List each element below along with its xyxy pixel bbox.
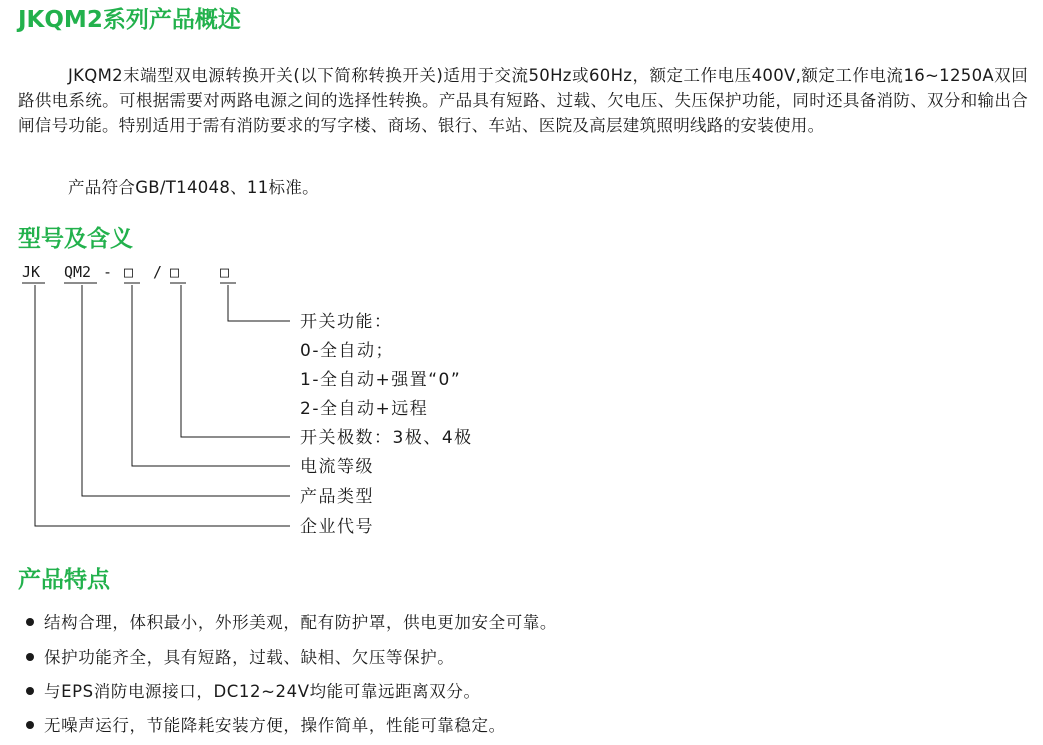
code-current-box: □ [124,263,134,281]
bullet-icon [26,721,34,729]
label-poles: 开关极数：3极、4极 [300,428,473,448]
overview-paragraph: JKQM2末端型双电源转换开关(以下简称转换开关)适用于交流50Hz或60Hz，额定工作电压400V,额定工作电流16~1250A双回路供电系统。可根据需要对两路电源之间的选择性转换。产品具有短路、过载、欠电压、失压保护功能，同时还具备消防、双分和输出合闸信号功能。特别适用于需有消防要求的写字楼、商场、银行、车站、医院及高层建筑照明线路的安装使用。 [18,66,1028,135]
label-company: 企业代号 [300,517,374,537]
feature-item [26,612,557,634]
connector-current [132,285,290,466]
feature-text: 保护功能齐全，具有短路，过载、缺相、欠压等保护。 [44,648,455,667]
connector-function [228,285,290,321]
model-heading: 型号及含义 [18,226,133,252]
label-function-title: 开关功能： [300,312,393,332]
label-function-0: 0-全自动； [300,341,394,361]
code-company: JK [22,263,41,281]
label-function-1: 1-全自动+强置“0” [300,370,462,390]
label-function-2: 2-全自动+远程 [300,399,429,419]
standard-paragraph: 产品符合GB/T14048、11标准。 [68,178,319,197]
overview-heading: JKQM2系列产品概述 [18,7,241,33]
code-function-box: □ [220,263,230,281]
connector-type [82,285,290,496]
feature-text: 无噪声运行，节能降耗安装方便，操作简单，性能可靠稳定。 [44,716,506,735]
feature-text: 结构合理，体积最小，外形美观，配有防护罩，供电更加安全可靠。 [44,613,557,632]
feature-item [26,681,481,703]
bullet-icon [26,687,34,695]
bullet-icon [26,618,34,626]
label-type: 产品类型 [300,487,374,507]
features-heading: 产品特点 [18,567,110,593]
feature-text: 与EPS消防电源接口，DC12~24V均能可靠远距离双分。 [44,682,481,701]
feature-item [26,647,454,669]
code-slash: / [153,263,163,281]
code-poles-box: □ [170,263,180,281]
label-current: 电流等级 [300,457,374,477]
bullet-icon [26,653,34,661]
code-type: QM2 [64,263,92,281]
connector-poles [181,285,290,437]
feature-item [26,715,506,737]
code-dash: - [103,263,113,281]
